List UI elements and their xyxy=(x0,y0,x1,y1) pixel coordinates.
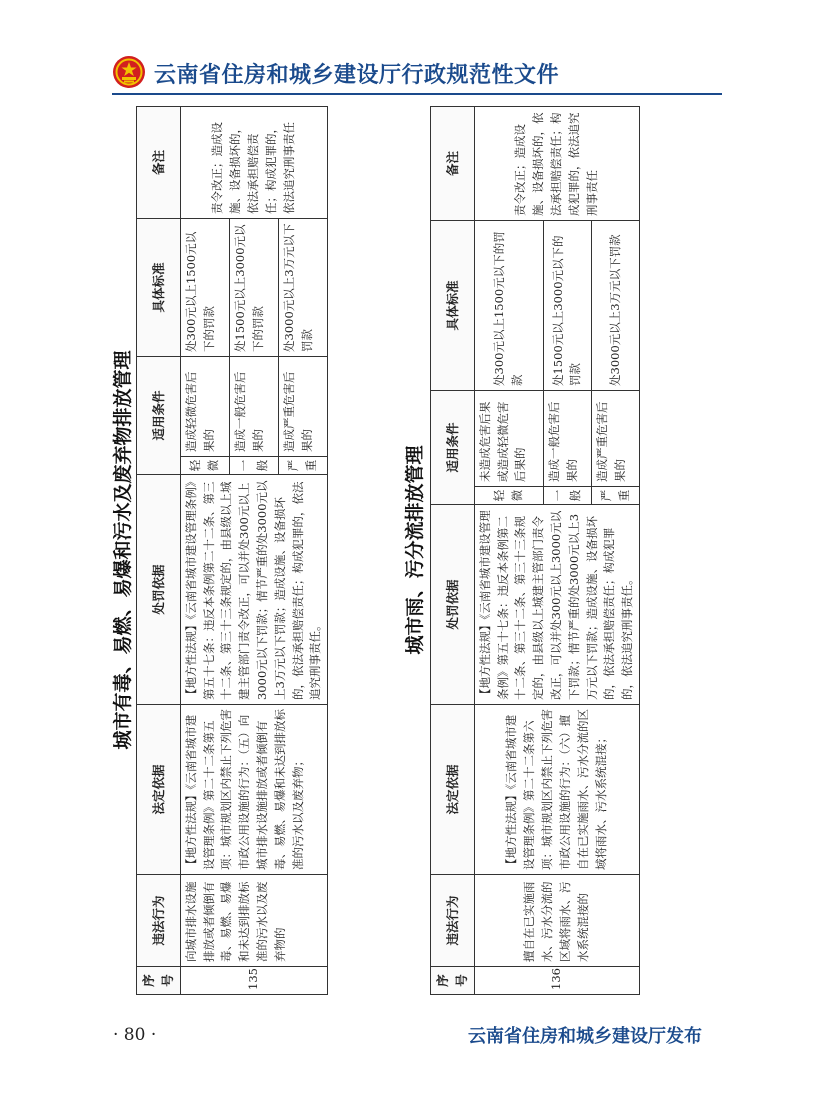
condition-text: 造成一般危害后果的 xyxy=(229,356,278,456)
violation-text: 擅自在已实施雨水、污水分流的区域将雨水、污水系统混接的 xyxy=(474,875,639,967)
level-label: 一般 xyxy=(229,457,278,475)
level-label: 严重 xyxy=(591,487,639,505)
condition-text: 造成轻微危害后果的 xyxy=(180,356,229,456)
standard-text: 处1500元以上3000元以下的罚款 xyxy=(229,218,278,356)
col-std: 具体标准 xyxy=(431,220,475,390)
col-no: 序号 xyxy=(137,967,181,995)
row-number: 136 xyxy=(474,967,639,995)
level-label: 轻微 xyxy=(180,457,229,475)
col-act: 违法行为 xyxy=(431,875,475,967)
col-note: 备注 xyxy=(431,106,475,220)
section-2-title: 城市雨、污分流排放管理 xyxy=(404,445,426,655)
standard-text: 处3000元以上3万元以下罚款 xyxy=(591,220,639,390)
header-title: 云南省住房和城乡建设厅行政规范性文件 xyxy=(154,63,560,88)
legal-basis-text: 【地方性法规】《云南省城市建设管理条例》第二十二条第六项：城市规划区内禁止下列危害市政公用设施的行为：（六）擅自在已实施雨水、污水分流的区域将雨水、污水系统混接； xyxy=(474,705,639,875)
section-2-block xyxy=(400,105,685,995)
condition-text: 造成严重危害后果的 xyxy=(279,356,328,456)
col-std: 具体标准 xyxy=(137,218,181,356)
section-1-title: 城市有毒、易燃、易爆和污水及废弃物排放管理 xyxy=(112,350,134,750)
condition-text: 未造成危害后果或造成轻微危害后果的 xyxy=(474,390,543,486)
note-text: 责令改正；造成设施、设备损坏的，依法承担赔偿责任；构成犯罪的，依法追究刑事责任 xyxy=(474,106,639,220)
standard-text: 处3000元以上3万元以下罚款 xyxy=(279,218,328,356)
standard-text: 处300元以上1500元以下的罚款 xyxy=(180,218,229,356)
page-number: · 80 · xyxy=(113,1025,157,1045)
penalty-basis-text: 【地方性法规】《云南省城市建设管理条例》第五十七条：违反本条例第二十二条、第三十二条、第三十三条规定的，由县级以上城建主管部门责令改正，可以并处300元以上3000元以下罚款；情节严重的处3000元以上3万元以下罚款；造成设施、设备损坏的，依法承担赔偿责任；构成犯罪的，依法追究刑事责任。 xyxy=(474,505,639,705)
table-header-row xyxy=(137,106,181,994)
col-cond: 适用条件 xyxy=(431,390,475,504)
standard-text: 处300元以上1500元以下的罚款 xyxy=(474,220,543,390)
standard-text: 处1500元以上3000元以下的罚款 xyxy=(543,220,591,390)
col-note: 备注 xyxy=(137,106,181,218)
legal-basis-text: 【地方性法规】《云南省城市建设管理条例》第二十二条第五项：城市规划区内禁止下列危害市政公用设施的行为：（五）向城市排水设施排放或者倾倒有毒、易燃、易爆和未达到排放标准的污水以及废弃物； xyxy=(180,705,328,875)
table-row xyxy=(180,106,229,994)
table-row xyxy=(474,106,543,994)
footer-publisher: 云南省住房和城乡建设厅发布 xyxy=(468,1026,702,1047)
col-no: 序号 xyxy=(431,967,475,995)
level-label: 一般 xyxy=(543,487,591,505)
section-1-block xyxy=(110,105,362,995)
col-legal: 法定依据 xyxy=(137,705,181,875)
header-divider xyxy=(112,93,722,95)
national-emblem-icon xyxy=(112,55,146,89)
level-label: 严重 xyxy=(279,457,328,475)
col-legal: 法定依据 xyxy=(431,705,475,875)
col-penalty: 处罚依据 xyxy=(137,475,181,705)
level-label: 轻微 xyxy=(474,487,543,505)
col-cond: 适用条件 xyxy=(137,356,181,474)
penalty-basis-text: 【地方性法规】《云南省城市建设管理条例》第五十七条：违反本条例第二十二条、第三十二条、第三十三条规定的，由县级以上城建主管部门责令改正，可以并处300元以上3000元以下罚款；情节严重的处3000元以上3万元以下罚款；造成设施、设备损坏的，依法承担赔偿责任；构成犯罪的，依法追究刑事责任。 xyxy=(180,475,328,705)
table-header-row xyxy=(431,106,475,994)
condition-text: 造成一般危害后果的 xyxy=(543,390,591,486)
page-header xyxy=(112,55,722,91)
section-1-table xyxy=(136,106,328,995)
row-number: 135 xyxy=(180,967,328,995)
condition-text: 造成严重危害后果的 xyxy=(591,390,639,486)
section-2-table xyxy=(430,106,640,995)
note-text: 责令改正；造成设施、设备损坏的，依法承担赔偿责任；构成犯罪的，依法追究刑事责任 xyxy=(180,106,328,218)
col-penalty: 处罚依据 xyxy=(431,505,475,705)
col-act: 违法行为 xyxy=(137,875,181,967)
violation-text: 向城市排水设施排放或者倾倒有毒、易燃、易爆和未达到排放标准的污水以及废弃物的 xyxy=(180,875,328,967)
